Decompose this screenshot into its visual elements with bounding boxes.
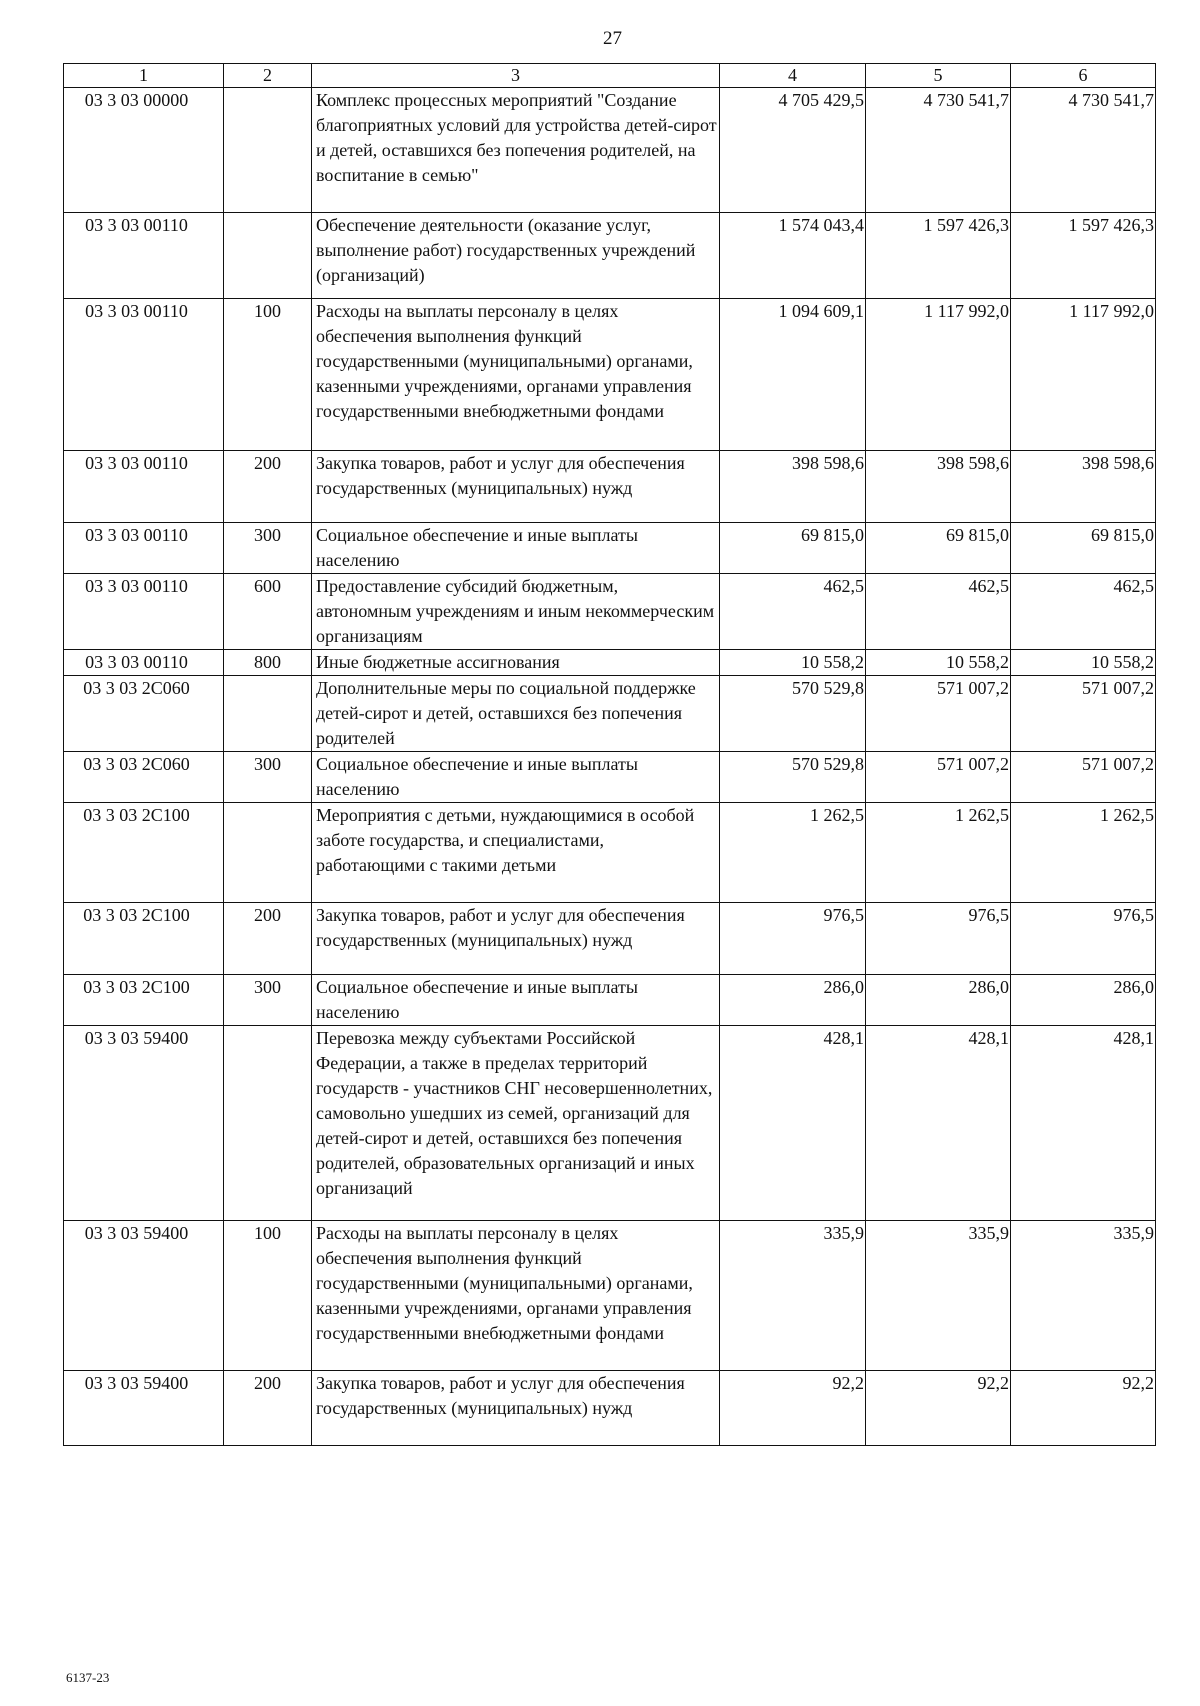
description-cell: Комплекс процессных мероприятий "Создание благоприятных условий для устройства детей-сирот и детей, оставшихся без попечения родителей, на воспитание в семью": [312, 88, 720, 213]
target-code-cell: 03 3 03 00110: [64, 574, 224, 650]
expense-type-cell: [224, 676, 312, 752]
table-body: [64, 88, 1156, 1446]
table-row: [64, 88, 1156, 213]
description-cell: Дополнительные меры по социальной поддержке детей-сирот и детей, оставшихся без попечения родителей: [312, 676, 720, 752]
amount-year-1-cell: 4 705 429,5: [720, 88, 866, 213]
target-code-cell: 03 3 03 00110: [64, 213, 224, 299]
amount-year-1-cell: 428,1: [720, 1026, 866, 1221]
description-cell: Закупка товаров, работ и услуг для обеспечения государственных (муниципальных) нужд: [312, 451, 720, 523]
amount-year-1-cell: 570 529,8: [720, 676, 866, 752]
description-cell: Закупка товаров, работ и услуг для обеспечения государственных (муниципальных) нужд: [312, 903, 720, 975]
table-row: [64, 975, 1156, 1026]
amount-year-3-cell: 976,5: [1011, 903, 1156, 975]
amount-year-3-cell: 1 117 992,0: [1011, 299, 1156, 451]
amount-year-1-cell: 286,0: [720, 975, 866, 1026]
expense-type-cell: [224, 1026, 312, 1221]
table-row: [64, 574, 1156, 650]
description-cell: Обеспечение деятельности (оказание услуг, выполнение работ) государственных учреждений (организаций): [312, 213, 720, 299]
amount-year-2-cell: 571 007,2: [866, 752, 1011, 803]
table-row: [64, 676, 1156, 752]
expense-type-cell: 600: [224, 574, 312, 650]
amount-year-1-cell: 1 262,5: [720, 803, 866, 903]
description-cell: Мероприятия с детьми, нуждающимися в особой заботе государства, и специалистами, работающими с такими детьми: [312, 803, 720, 903]
description-cell: Предоставление субсидий бюджетным, автономным учреждениям и иным некоммерческим организациям: [312, 574, 720, 650]
table-row: [64, 752, 1156, 803]
budget-table: [63, 63, 1156, 1446]
amount-year-3-cell: 462,5: [1011, 574, 1156, 650]
description-cell: Иные бюджетные ассигнования: [312, 650, 720, 676]
table-row: [64, 1371, 1156, 1446]
amount-year-2-cell: 4 730 541,7: [866, 88, 1011, 213]
amount-year-2-cell: 571 007,2: [866, 676, 1011, 752]
expense-type-cell: 100: [224, 1221, 312, 1371]
expense-type-cell: 300: [224, 975, 312, 1026]
description-cell: Социальное обеспечение и иные выплаты населению: [312, 752, 720, 803]
expense-type-cell: 300: [224, 523, 312, 574]
table-row: [64, 1221, 1156, 1371]
amount-year-1-cell: 1 094 609,1: [720, 299, 866, 451]
column-header: 3: [312, 64, 720, 88]
description-cell: Социальное обеспечение и иные выплаты населению: [312, 975, 720, 1026]
table-header-row: [64, 64, 1156, 88]
amount-year-2-cell: 10 558,2: [866, 650, 1011, 676]
amount-year-1-cell: 1 574 043,4: [720, 213, 866, 299]
target-code-cell: 03 3 03 59400: [64, 1026, 224, 1221]
target-code-cell: 03 3 03 2С060: [64, 752, 224, 803]
description-cell: Перевозка между субъектами Российской Федерации, а также в пределах территорий государств - участников СНГ несовершеннолетних, самовольно ушедших из семей, организаций для детей-сирот и детей, оставшихся без попечения родителей, образовательных организаций и иных организаций: [312, 1026, 720, 1221]
amount-year-2-cell: 462,5: [866, 574, 1011, 650]
amount-year-1-cell: 69 815,0: [720, 523, 866, 574]
description-cell: Расходы на выплаты персоналу в целях обеспечения выполнения функций государственными (муниципальными) органами, казенными учреждениями, органами управления государственными внебюджетными фондами: [312, 1221, 720, 1371]
amount-year-3-cell: 10 558,2: [1011, 650, 1156, 676]
expense-type-cell: 200: [224, 451, 312, 523]
description-cell: Социальное обеспечение и иные выплаты населению: [312, 523, 720, 574]
amount-year-2-cell: 428,1: [866, 1026, 1011, 1221]
amount-year-3-cell: 4 730 541,7: [1011, 88, 1156, 213]
amount-year-2-cell: 286,0: [866, 975, 1011, 1026]
column-header: 2: [224, 64, 312, 88]
amount-year-2-cell: 976,5: [866, 903, 1011, 975]
column-header: 5: [866, 64, 1011, 88]
amount-year-2-cell: 398 598,6: [866, 451, 1011, 523]
target-code-cell: 03 3 03 2С100: [64, 975, 224, 1026]
column-header: 4: [720, 64, 866, 88]
table-row: [64, 903, 1156, 975]
amount-year-1-cell: 398 598,6: [720, 451, 866, 523]
expense-type-cell: [224, 88, 312, 213]
amount-year-2-cell: 69 815,0: [866, 523, 1011, 574]
target-code-cell: 03 3 03 59400: [64, 1221, 224, 1371]
expense-type-cell: [224, 803, 312, 903]
description-cell: Расходы на выплаты персоналу в целях обеспечения выполнения функций государственными (муниципальными) органами, казенными учреждениями, органами управления государственными внебюджетными фондами: [312, 299, 720, 451]
target-code-cell: 03 3 03 59400: [64, 1371, 224, 1446]
expense-type-cell: 800: [224, 650, 312, 676]
target-code-cell: 03 3 03 00110: [64, 650, 224, 676]
table-row: [64, 213, 1156, 299]
document-code: 6137-23: [66, 1670, 110, 1685]
amount-year-2-cell: 1 262,5: [866, 803, 1011, 903]
amount-year-3-cell: 398 598,6: [1011, 451, 1156, 523]
target-code-cell: 03 3 03 00000: [64, 88, 224, 213]
amount-year-3-cell: 286,0: [1011, 975, 1156, 1026]
expense-type-cell: 200: [224, 1371, 312, 1446]
expense-type-cell: 200: [224, 903, 312, 975]
target-code-cell: 03 3 03 00110: [64, 451, 224, 523]
amount-year-3-cell: 92,2: [1011, 1371, 1156, 1446]
amount-year-1-cell: 335,9: [720, 1221, 866, 1371]
amount-year-3-cell: 428,1: [1011, 1026, 1156, 1221]
column-header: 6: [1011, 64, 1156, 88]
table-row: [64, 451, 1156, 523]
expense-type-cell: [224, 213, 312, 299]
target-code-cell: 03 3 03 00110: [64, 299, 224, 451]
amount-year-1-cell: 92,2: [720, 1371, 866, 1446]
amount-year-2-cell: 92,2: [866, 1371, 1011, 1446]
amount-year-3-cell: 571 007,2: [1011, 676, 1156, 752]
table-row: [64, 650, 1156, 676]
table-row: [64, 523, 1156, 574]
amount-year-2-cell: 1 597 426,3: [866, 213, 1011, 299]
amount-year-3-cell: 69 815,0: [1011, 523, 1156, 574]
target-code-cell: 03 3 03 2С100: [64, 803, 224, 903]
amount-year-2-cell: 335,9: [866, 1221, 1011, 1371]
amount-year-3-cell: 335,9: [1011, 1221, 1156, 1371]
expense-type-cell: 300: [224, 752, 312, 803]
column-header: 1: [64, 64, 224, 88]
amount-year-1-cell: 976,5: [720, 903, 866, 975]
description-cell: Закупка товаров, работ и услуг для обеспечения государственных (муниципальных) нужд: [312, 1371, 720, 1446]
page-number: 27: [603, 28, 622, 49]
amount-year-2-cell: 1 117 992,0: [866, 299, 1011, 451]
table-row: [64, 803, 1156, 903]
amount-year-1-cell: 462,5: [720, 574, 866, 650]
amount-year-3-cell: 1 597 426,3: [1011, 213, 1156, 299]
target-code-cell: 03 3 03 2С060: [64, 676, 224, 752]
table-row: [64, 299, 1156, 451]
amount-year-3-cell: 1 262,5: [1011, 803, 1156, 903]
amount-year-1-cell: 10 558,2: [720, 650, 866, 676]
target-code-cell: 03 3 03 00110: [64, 523, 224, 574]
target-code-cell: 03 3 03 2С100: [64, 903, 224, 975]
amount-year-1-cell: 570 529,8: [720, 752, 866, 803]
amount-year-3-cell: 571 007,2: [1011, 752, 1156, 803]
table-row: [64, 1026, 1156, 1221]
expense-type-cell: 100: [224, 299, 312, 451]
